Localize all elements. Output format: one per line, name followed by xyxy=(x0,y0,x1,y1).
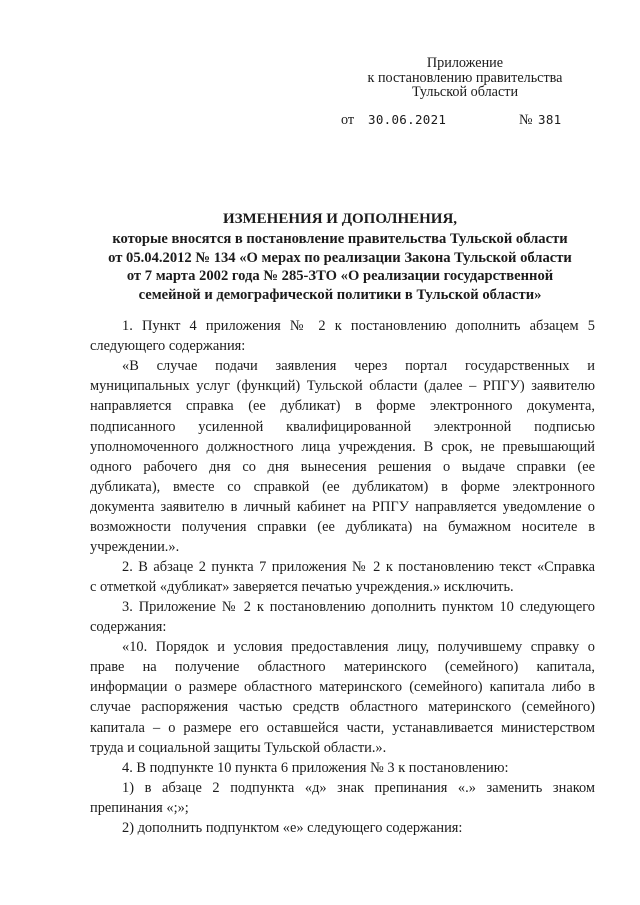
body-line: информации о размере областного материнского (семейного) капитала либо в xyxy=(90,679,595,695)
body-line: 3. Приложение № 2 к постановлению дополнить пунктом 10 следующего xyxy=(122,599,595,615)
body-line: «10. Порядок и условия предоставления лицу, получившему справку о xyxy=(122,639,595,655)
body-line: дубликата), вместе со справкой (ее дубликатом) в форме электронного xyxy=(90,479,595,495)
body-line: 4. В подпункте 10 пункта 6 приложения № 3 к постановлению: xyxy=(122,760,509,776)
appendix-line: к постановлению правительства xyxy=(367,69,563,86)
title-subline: которые вносятся в постановление правительства Тульской области xyxy=(112,231,568,247)
number-prefix: № xyxy=(519,112,533,128)
body-line: препинания «;»; xyxy=(90,800,189,816)
body-line: капитала – о размере его оставшейся части, устанавливается министерством xyxy=(90,720,595,736)
body-line: муниципальных услуг (функций) Тульской области (далее – РПГУ) заявителю xyxy=(90,378,595,394)
body-line: «В случае подачи заявления через портал государственных и xyxy=(122,358,595,374)
body-line: учреждении.». xyxy=(90,539,180,555)
appendix-header xyxy=(340,56,590,100)
appendix-line: Приложение xyxy=(426,55,504,71)
body-line: следующего содержания: xyxy=(90,338,246,354)
body-line: праве на получение областного материнского (семейного) капитала, xyxy=(90,659,595,675)
document-date: 30.06.2021 xyxy=(368,112,447,127)
body-line: 2. В абзаце 2 пункта 7 приложения № 2 к постановлению текст «Справка xyxy=(122,559,595,575)
body-line: направляется справка (ее дубликат) в форме электронного документа, xyxy=(90,398,595,414)
appendix-line: Тульской области xyxy=(411,84,519,100)
document-title: ИЗМЕНЕНИЯ И ДОПОЛНЕНИЯ, xyxy=(222,211,458,227)
body-line: 2) дополнить подпунктом «е» следующего содержания: xyxy=(122,820,463,836)
body-line: случае распоряжения частью средств областного материнского (семейного) xyxy=(90,699,595,715)
body-line: 1) в абзаце 2 подпункта «д» знак препинания «.» заменить знаком xyxy=(122,780,595,796)
title-subline: от 7 марта 2002 года № 285-ЗТО «О реализации государственной xyxy=(126,268,554,284)
body-line: 1. Пункт 4 приложения № 2 к постановлению дополнить абзацем 5 xyxy=(122,318,595,334)
date-prefix: от xyxy=(341,112,355,128)
document-number: 381 xyxy=(538,112,562,127)
body-line: содержания: xyxy=(90,619,167,635)
title-subline: от 05.04.2012 № 134 «О мерах по реализации Закона Тульской области xyxy=(108,250,572,266)
body-line: одного рабочего дня со дня вынесения решения о выдаче справки (ее xyxy=(90,459,595,475)
body-line: подписанного усиленной квалифицированной электронной подписью xyxy=(90,419,595,435)
body-line: возможности получения справки (ее дубликата) на бумажном носителе в xyxy=(90,519,595,535)
body-line: труда и социальной защиты Тульской области.». xyxy=(90,740,387,756)
body-line: с отметкой «дубликат» заверяется печатью учреждения.» исключить. xyxy=(90,579,514,595)
body-line: документа заявителю в личный кабинет на РПГУ направляется уведомление о xyxy=(90,499,595,515)
body-line: уполномоченного должностного лица учреждения. В срок, не превышающий xyxy=(90,439,595,455)
title-subline: семейной и демографической политики в Тульской области» xyxy=(138,287,542,303)
